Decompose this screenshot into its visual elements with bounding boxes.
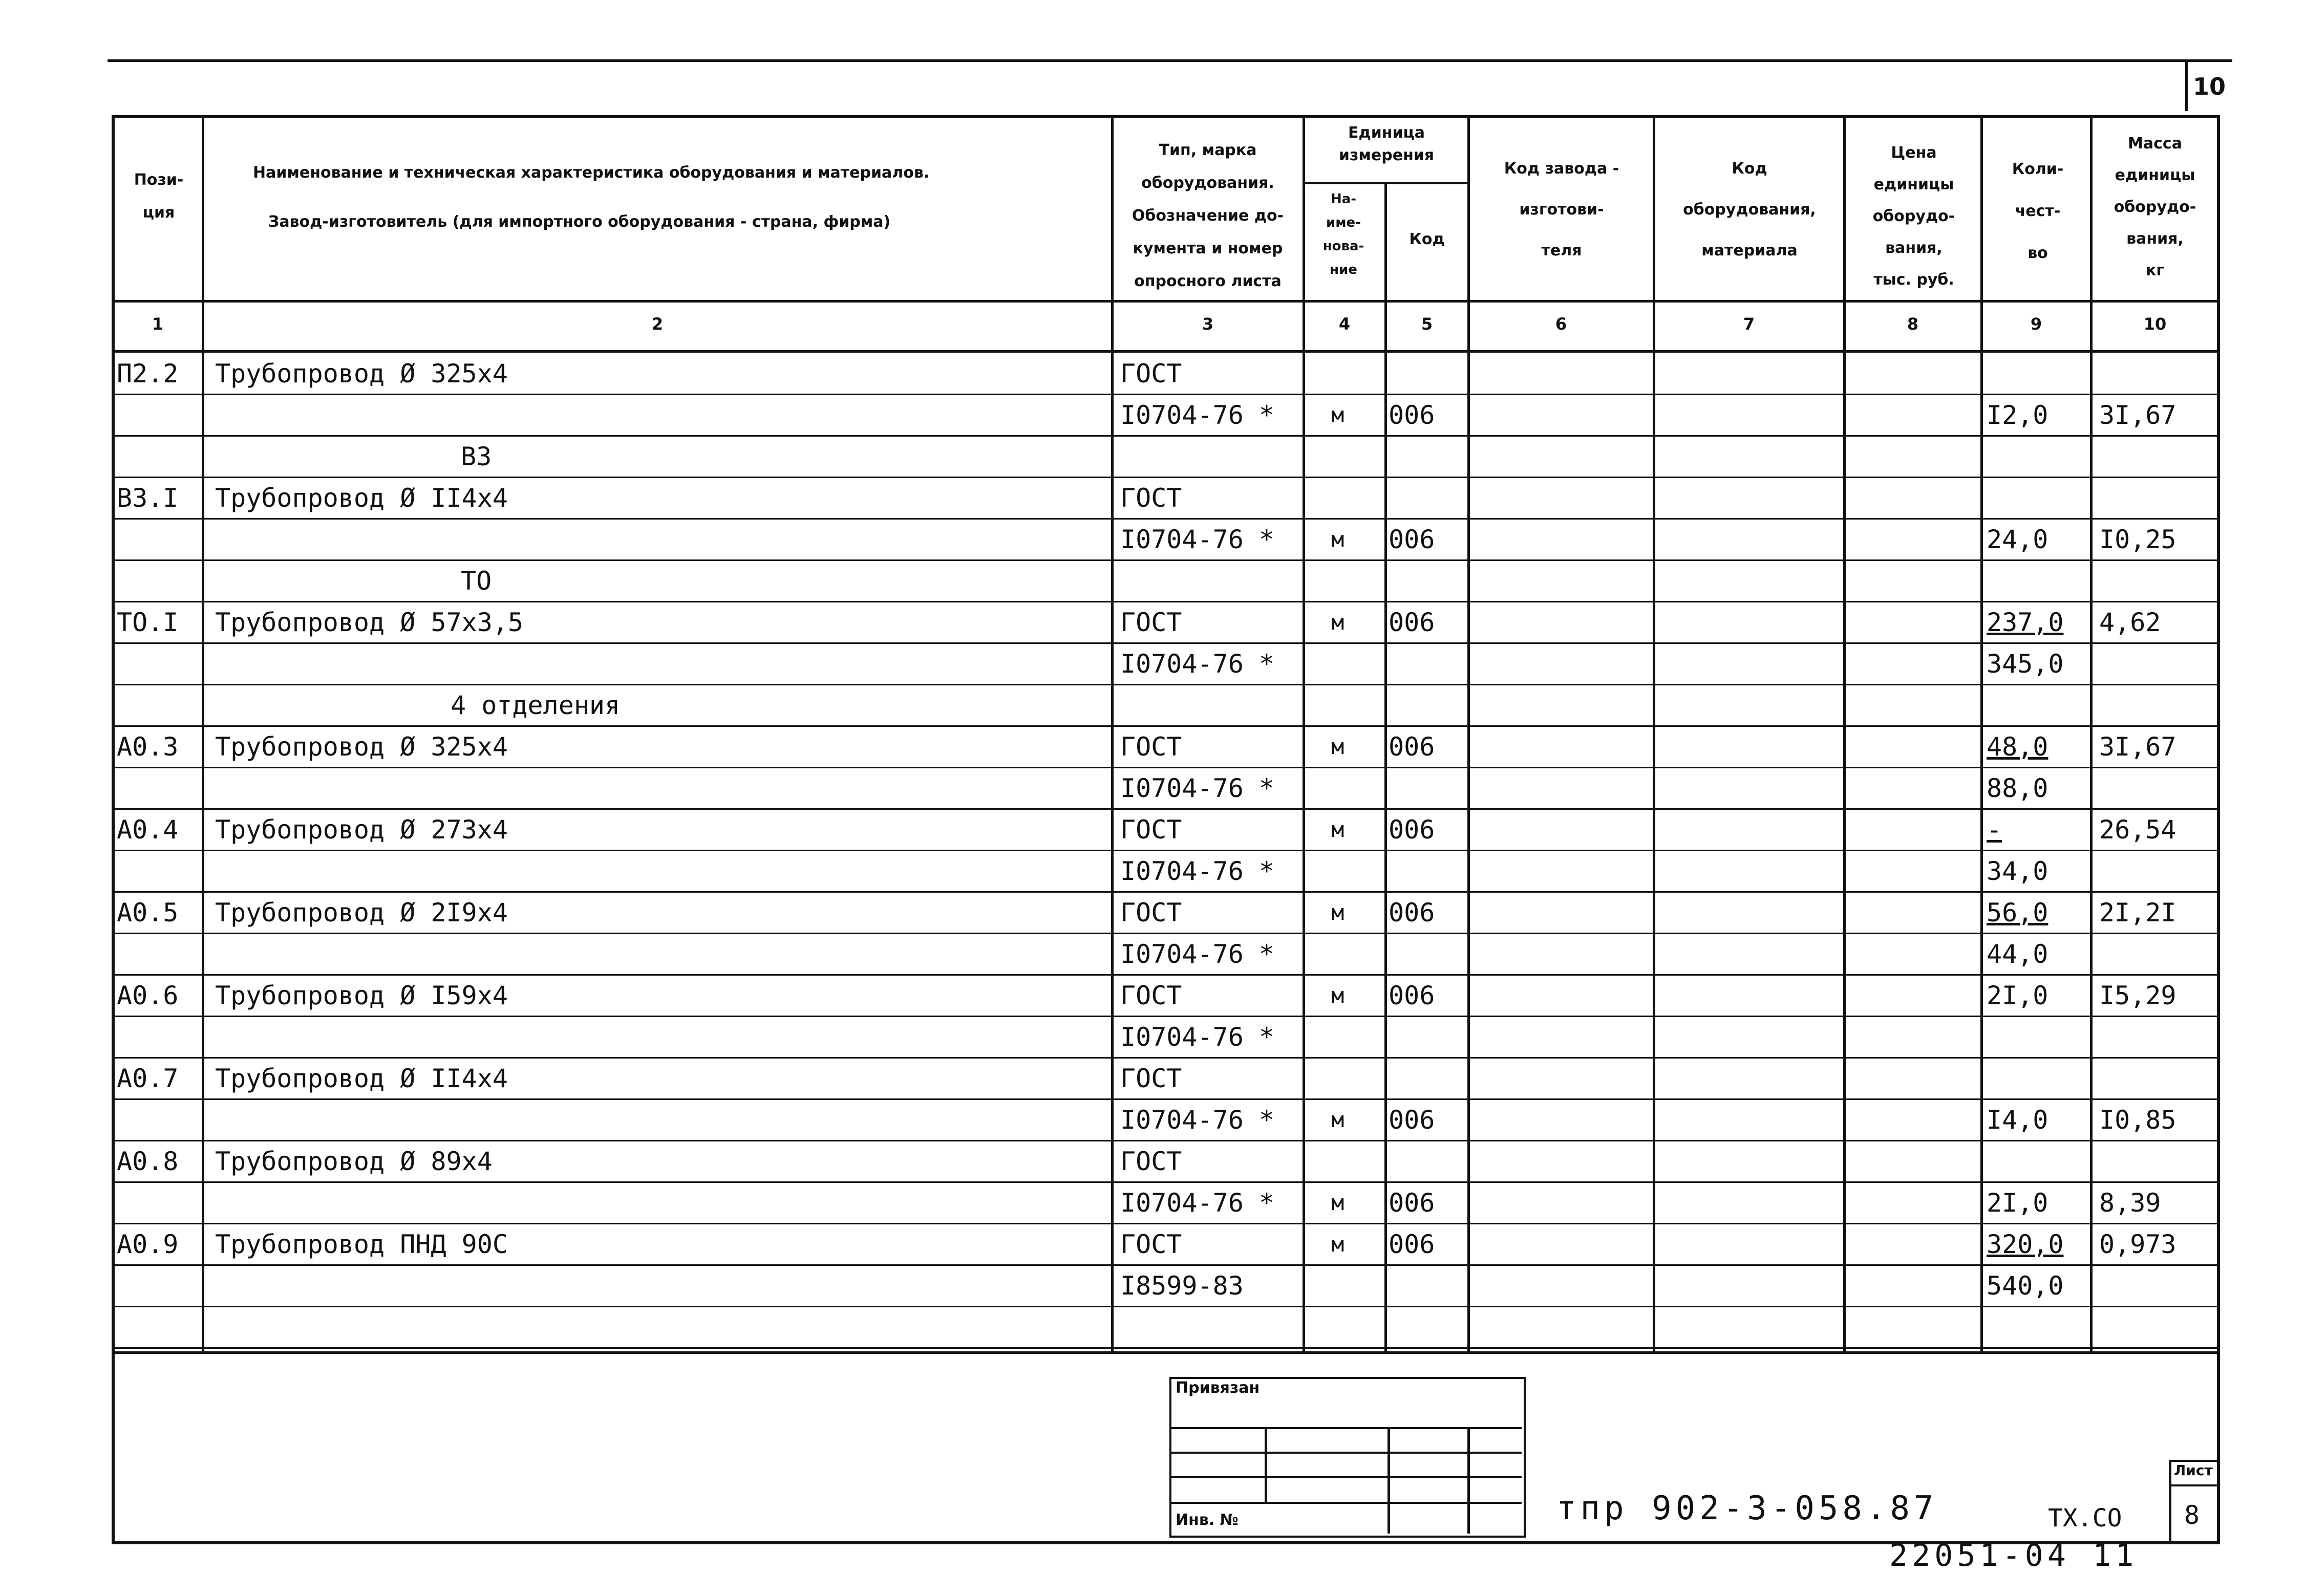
row-divider: [113, 850, 2219, 851]
row-mass: 2I,2I: [2099, 898, 2176, 928]
row-pos: ТО.I: [117, 608, 179, 637]
row-divider: [113, 518, 2219, 520]
row-unit: м: [1331, 610, 1344, 635]
row-divider: [113, 767, 2219, 768]
document-mark: ТХ.СО: [2048, 1504, 2122, 1533]
row-pos: А0.6: [117, 981, 179, 1010]
row-name: 4 отделения: [451, 691, 621, 720]
row-qty: -: [1987, 815, 2002, 845]
project-code: тпр 902-3-058.87: [1556, 1490, 1938, 1527]
row-pos: П2.2: [117, 359, 179, 389]
row-doc: ГОСТ: [1120, 1147, 1182, 1176]
row-mass: 3I,67: [2099, 400, 2176, 430]
row-divider: [113, 559, 2219, 561]
row-name: Трубопровод Ø 273х4: [215, 815, 508, 845]
row-name: ТО: [461, 566, 492, 596]
row-divider: [113, 891, 2219, 893]
row-name: Трубопровод Ø I59х4: [215, 981, 508, 1010]
row-mass: 4,62: [2099, 608, 2161, 637]
row-divider: [113, 435, 2219, 437]
row-unit: м: [1331, 900, 1344, 925]
row-mass: 0,973: [2099, 1230, 2176, 1259]
header-position: Пози- ция: [134, 171, 184, 222]
row-name: Трубопровод ПНД 90С: [215, 1230, 508, 1259]
row-doc: I0704-76 *: [1120, 1022, 1275, 1052]
bottom-handwritten-note: 22051-04 11: [1889, 1538, 2138, 1573]
row-doc: I0704-76 *: [1120, 1105, 1275, 1135]
row-doc: ГОСТ: [1120, 1230, 1182, 1259]
row-code: 006: [1389, 1105, 1435, 1135]
table-body-bottom: [113, 1351, 2219, 1354]
row-mass: 26,54: [2099, 815, 2176, 845]
row-unit: м: [1331, 402, 1344, 427]
row-divider: [113, 933, 2219, 934]
row-doc: I0704-76 *: [1120, 939, 1275, 969]
row-qty: 44,0: [1987, 939, 2048, 969]
row-doc: ГОСТ: [1120, 1064, 1182, 1093]
row-divider: [113, 1264, 2219, 1266]
row-qty: 2I,0: [1987, 1188, 2048, 1218]
row-code: 006: [1389, 898, 1435, 928]
row-code: 006: [1389, 525, 1435, 554]
row-pos: А0.7: [117, 1064, 179, 1093]
row-unit: м: [1331, 1232, 1344, 1257]
row-pos: А0.5: [117, 898, 179, 928]
row-qty: 56,0: [1987, 898, 2048, 928]
row-unit: м: [1331, 527, 1344, 552]
row-divider: [113, 725, 2219, 727]
row-doc: ГОСТ: [1120, 483, 1182, 513]
corner-sheet-number: 10: [2185, 62, 2231, 111]
row-divider: [113, 1347, 2219, 1349]
row-divider: [113, 1016, 2219, 1017]
row-doc: I0704-76 *: [1120, 856, 1275, 886]
row-doc: ГОСТ: [1120, 608, 1182, 637]
row-divider: [113, 684, 2219, 685]
row-divider: [113, 394, 2219, 395]
top-rule: [108, 59, 2232, 62]
row-code: 006: [1389, 732, 1435, 762]
header-factory-code: Код завода - изготови- теля: [1504, 160, 1619, 260]
row-divider: [113, 1057, 2219, 1059]
stamp-vline-3: [1467, 1428, 1470, 1534]
column-number: 4: [1338, 314, 1351, 334]
row-name: Трубопровод Ø 2I9х4: [215, 898, 508, 928]
row-pos: А0.4: [117, 815, 179, 845]
header-quantity: Коли- чест- во: [2012, 160, 2064, 262]
row-name: Трубопровод Ø 325х4: [215, 359, 508, 389]
column-number-line: [113, 350, 2219, 353]
header-name-line2: Завод-изготовитель (для импортного оборудования - страна, фирма): [268, 213, 891, 231]
row-pos: А0.3: [117, 732, 179, 762]
row-mass: 3I,67: [2099, 732, 2176, 762]
header-equipment-code: Код оборудования, материала: [1683, 160, 1816, 260]
row-doc: I0704-76 *: [1120, 773, 1275, 803]
row-code: 006: [1389, 981, 1435, 1010]
unit-subheader-line: [1305, 182, 1468, 184]
column-number: 1: [152, 314, 164, 334]
row-divider: [113, 1181, 2219, 1183]
stamp-vline-1: [1265, 1428, 1267, 1502]
row-unit: м: [1331, 983, 1344, 1008]
row-name: Трубопровод Ø II4х4: [215, 1064, 508, 1093]
header-unit-code: Код: [1409, 230, 1445, 248]
row-mass: 8,39: [2099, 1188, 2161, 1218]
column-number: 2: [651, 314, 664, 334]
row-name: Трубопровод Ø 325х4: [215, 732, 508, 762]
row-divider: [113, 808, 2219, 810]
row-doc: I0704-76 *: [1120, 1188, 1275, 1218]
header-unit-name: На- име- нова- ние: [1322, 191, 1364, 277]
row-pos: В3.I: [117, 483, 179, 513]
row-doc: I0704-76 *: [1120, 649, 1275, 679]
row-qty: 24,0: [1987, 525, 2048, 554]
row-divider: [113, 1223, 2219, 1224]
row-qty: I2,0: [1987, 400, 2048, 430]
row-name: Трубопровод Ø 89х4: [215, 1147, 493, 1176]
row-qty: 540,0: [1987, 1271, 2064, 1301]
row-qty: 345,0: [1987, 649, 2064, 679]
row-qty: 88,0: [1987, 773, 2048, 803]
row-name: В3: [461, 442, 492, 471]
header-name-line1: Наименование и техническая характеристика оборудования и материалов.: [253, 164, 930, 182]
row-qty: 320,0: [1987, 1230, 2064, 1259]
row-divider: [113, 642, 2219, 644]
row-pos: А0.9: [117, 1230, 179, 1259]
row-divider: [113, 1098, 2219, 1100]
header-mass: Масса единицы оборудо- вания, кг: [2114, 135, 2196, 279]
row-divider: [113, 974, 2219, 976]
row-doc: I8599-83: [1120, 1271, 1244, 1301]
row-unit: м: [1331, 734, 1344, 759]
row-unit: м: [1331, 817, 1344, 842]
header-price: Цена единицы оборудо- вания, тыс. руб.: [1872, 144, 1955, 289]
row-doc: ГОСТ: [1120, 898, 1182, 928]
row-mass: I0,25: [2099, 525, 2176, 554]
row-doc: I0704-76 *: [1120, 400, 1275, 430]
sheet-number: 8: [2184, 1500, 2200, 1530]
column-number: 8: [1907, 314, 1919, 334]
row-doc: ГОСТ: [1120, 359, 1182, 389]
row-unit: м: [1331, 1107, 1344, 1132]
attached-label: Привязан: [1176, 1379, 1260, 1397]
column-number: 5: [1421, 314, 1433, 334]
inventory-number-label: Инв. №: [1176, 1511, 1239, 1529]
header-bottom-line: [113, 300, 2219, 303]
column-number: 6: [1555, 314, 1567, 334]
stamp-vline-2: [1388, 1428, 1390, 1534]
column-number: 10: [2143, 314, 2167, 334]
row-qty: 34,0: [1987, 856, 2048, 886]
row-divider: [113, 477, 2219, 478]
column-number: 7: [1743, 314, 1755, 334]
column-number: 9: [2030, 314, 2042, 334]
row-unit: м: [1331, 1190, 1344, 1215]
column-number: 3: [1202, 314, 1214, 334]
row-divider: [113, 1306, 2219, 1307]
sheet-label: Лист: [2174, 1462, 2213, 1479]
row-code: 006: [1389, 1188, 1435, 1218]
row-doc: ГОСТ: [1120, 981, 1182, 1010]
header-type-doc: Тип, марка оборудования. Обозначение до- кумента и номер опросного листа: [1132, 141, 1284, 290]
sheet-cell-mid: [2170, 1484, 2219, 1486]
row-qty: 2I,0: [1987, 981, 2048, 1010]
row-qty: I4,0: [1987, 1105, 2048, 1135]
row-doc: ГОСТ: [1120, 815, 1182, 845]
row-code: 006: [1389, 815, 1435, 845]
row-mass: I0,85: [2099, 1105, 2176, 1135]
row-qty: 237,0: [1987, 608, 2064, 637]
header-unit: Единица измерения: [1338, 124, 1435, 164]
row-name: Трубопровод Ø II4х4: [215, 483, 508, 513]
row-divider: [113, 601, 2219, 602]
row-doc: ГОСТ: [1120, 732, 1182, 762]
row-pos: А0.8: [117, 1147, 179, 1176]
row-doc: I0704-76 *: [1120, 525, 1275, 554]
sheet-cell-left: [2169, 1460, 2171, 1542]
row-qty: 48,0: [1987, 732, 2048, 762]
row-code: 006: [1389, 400, 1435, 430]
row-name: Трубопровод Ø 57х3,5: [215, 608, 524, 637]
row-code: 006: [1389, 1230, 1435, 1259]
row-mass: I5,29: [2099, 981, 2176, 1010]
row-divider: [113, 1140, 2219, 1141]
row-code: 006: [1389, 608, 1435, 637]
